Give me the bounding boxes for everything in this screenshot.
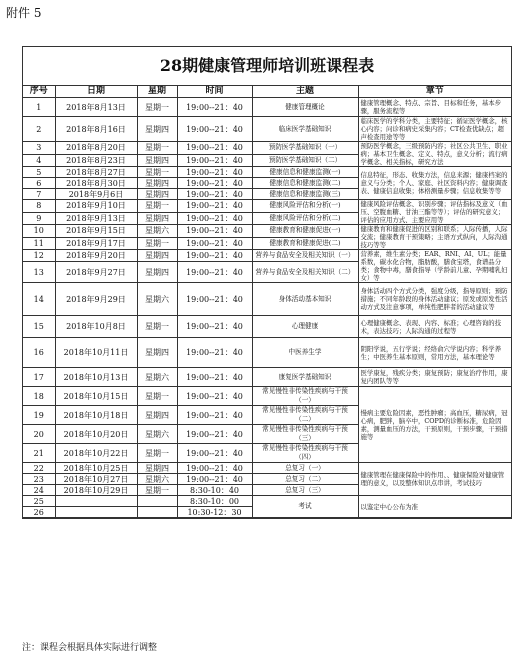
row-day: 星期四 (137, 117, 177, 142)
row-topic: 临床医学基础知识 (252, 117, 358, 142)
row-time: 19:00--21：40 (177, 262, 252, 283)
row-day: 星期四 (137, 406, 177, 425)
row-chapter: 心理健康概念、表现、内容、标准；心理咨询的技术，表达技巧；人际沟通的过程等 (358, 316, 511, 338)
table-row (23, 225, 511, 238)
row-date: 2018年10月20日 (55, 425, 137, 444)
row-seq: 20 (23, 425, 55, 444)
row-time: 19:00--21：40 (177, 425, 252, 444)
row-seq: 13 (23, 262, 55, 283)
row-time: 19:00--21：40 (177, 368, 252, 387)
row-date: 2018年10月13日 (55, 368, 137, 387)
row-seq: 1 (23, 98, 55, 117)
row-time: 19:00--21：40 (177, 98, 252, 117)
row-date: 2018年9月15日 (55, 225, 137, 238)
row-time: 19:00--21：40 (177, 178, 252, 189)
table-row (23, 250, 511, 262)
row-time: 19:00--21：40 (177, 237, 252, 250)
row-time: 8:30-10：40 (177, 485, 252, 496)
row-date: 2018年10月29日 (55, 485, 137, 496)
row-seq: 16 (23, 338, 55, 368)
row-day: 星期一 (137, 444, 177, 463)
row-topic: 考试 (252, 496, 358, 518)
row-time: 19:00--21：40 (177, 474, 252, 485)
row-day: 星期一 (137, 98, 177, 117)
row-seq: 4 (23, 154, 55, 167)
row-topic: 健康教育和健康促进(二) (252, 237, 358, 250)
row-seq: 22 (23, 463, 55, 474)
table-row (23, 98, 511, 117)
row-seq: 18 (23, 387, 55, 406)
row-topic: 总复习（一） (252, 463, 358, 474)
row-seq: 23 (23, 474, 55, 485)
row-day: 星期四 (137, 189, 177, 200)
table-row (23, 496, 511, 507)
row-topic: 预防医学基础知识（一） (252, 142, 358, 155)
row-day: 星期一 (137, 237, 177, 250)
row-day: 星期四 (137, 250, 177, 262)
row-date: 2018年9月17日 (55, 237, 137, 250)
row-topic: 心理健康 (252, 316, 358, 338)
row-chapter: 以鉴定中心公布为准 (358, 496, 511, 518)
row-seq: 2 (23, 117, 55, 142)
table-row (23, 368, 511, 387)
row-date: 2018年9月6日 (55, 189, 137, 200)
row-time: 19:00--21：40 (177, 189, 252, 200)
row-time: 19:00--21：40 (177, 338, 252, 368)
row-day: 星期一 (137, 485, 177, 496)
row-day: 星期六 (137, 283, 177, 316)
table-row (23, 117, 511, 142)
row-seq: 8 (23, 200, 55, 213)
header-chapter: 章节 (358, 86, 511, 98)
page-title: 28期健康管理师培训班课程表 (23, 47, 511, 86)
header-day: 星期 (137, 86, 177, 98)
row-date: 2018年9月10日 (55, 200, 137, 213)
footnote: 注：课程会根据具体实际进行调整 (22, 643, 158, 653)
row-chapter: 临床医学的学科分类，主要特征；循证医学概念，核心内容；问诊和病史采集内容；CT检查优缺点；超声检查用途等等 (358, 117, 511, 142)
row-date: 2018年10月18日 (55, 406, 137, 425)
row-seq: 26 (23, 507, 55, 518)
row-date: 2018年10月8日 (55, 316, 137, 338)
row-topic: 总复习（二） (252, 474, 358, 485)
row-topic: 健康信息和健康监测(一) (252, 167, 358, 178)
row-day: 星期一 (137, 142, 177, 155)
row-seq: 6 (23, 178, 55, 189)
row-time: 19:00--21：40 (177, 200, 252, 213)
row-seq: 12 (23, 250, 55, 262)
row-day: 星期一 (137, 316, 177, 338)
row-date: 2018年10月25日 (55, 463, 137, 474)
row-day: 星期六 (137, 368, 177, 387)
table-row (23, 463, 511, 474)
header-row (23, 86, 511, 98)
row-time: 19:00--21：40 (177, 250, 252, 262)
row-seq: 25 (23, 496, 55, 507)
row-topic: 健康信息和健康监测(三) (252, 189, 358, 200)
row-day: 星期一 (137, 167, 177, 178)
row-day: 星期六 (137, 474, 177, 485)
row-time: 19:00--21：40 (177, 387, 252, 406)
row-time: 8:30-10：00 (177, 496, 252, 507)
table-body (23, 98, 511, 518)
row-topic: 常见慢性非传染性疾病与干预（一） (252, 387, 358, 406)
row-time: 19:00--21：40 (177, 154, 252, 167)
header-time: 时间 (177, 86, 252, 98)
row-seq: 15 (23, 316, 55, 338)
row-seq: 3 (23, 142, 55, 155)
row-seq: 10 (23, 225, 55, 238)
row-topic: 常见慢性非传染性疾病与干预（三） (252, 425, 358, 444)
row-topic: 身体活动基本知识 (252, 283, 358, 316)
row-date (55, 507, 137, 518)
row-chapter: 信息特征，形态、收集方法，信息来源；健康档案的意义与分类；个人、家庭、社区资料内容；健康调查表、健康信息收集；体格测量步骤；信息收集等等 (358, 167, 511, 200)
row-day: 星期一 (137, 200, 177, 213)
row-time: 19:00--21：40 (177, 316, 252, 338)
row-date: 2018年10月15日 (55, 387, 137, 406)
row-topic: 健康信息和健康监测(二) (252, 178, 358, 189)
row-chapter: 身体活动四个方式分类，强度分级，指导原则；预防措施；不同年龄段的身体活动建议；原发或原发性活动方式及注意事项，单纯性肥胖者的活动建议等 (358, 283, 511, 316)
row-date: 2018年9月13日 (55, 212, 137, 225)
row-date: 2018年8月13日 (55, 98, 137, 117)
row-topic: 营养与食品安全及相关知识（一） (252, 250, 358, 262)
row-topic: 营养与食品安全及相关知识（二） (252, 262, 358, 283)
table-row (23, 142, 511, 155)
row-day: 星期四 (137, 338, 177, 368)
row-chapter: 医学康复，残疾分类；康复预防；康复治疗作用，康复内团队等等 (358, 368, 511, 387)
attachment-label: 附件 5 (6, 6, 42, 20)
row-date: 2018年8月16日 (55, 117, 137, 142)
row-time: 19:00--21：40 (177, 142, 252, 155)
row-date: 2018年9月20日 (55, 250, 137, 262)
row-seq: 11 (23, 237, 55, 250)
row-date: 2018年10月22日 (55, 444, 137, 463)
table-row (23, 338, 511, 368)
row-time: 19:00--21：40 (177, 283, 252, 316)
row-chapter: 健康风险评估概念、识别步骤；评估指标及意义（血压、空腹血糖、甘油三酯等等）；评估的研究意义；评估的应用方式、主要应用等 (358, 200, 511, 225)
row-topic: 中医养生学 (252, 338, 358, 368)
header-date: 日期 (55, 86, 137, 98)
row-date (55, 496, 137, 507)
row-chapter: 阴阳学说，五行学说；经络俞穴学说内容；科学养生；中医养生基本原则，常用方法，基本理论等 (358, 338, 511, 368)
row-date: 2018年9月29日 (55, 283, 137, 316)
row-day: 星期六 (137, 225, 177, 238)
row-day: 星期四 (137, 262, 177, 283)
row-date: 2018年8月20日 (55, 142, 137, 155)
header-seq: 序号 (23, 86, 55, 98)
row-date: 2018年8月23日 (55, 154, 137, 167)
schedule-table-frame (22, 46, 512, 519)
table-row (23, 387, 511, 406)
row-chapter: 慢病主要危险因素，恶性肿瘤；高血压，糖尿病，冠心病，肥胖，脑卒中，COPD的诊断标准，危险因素，测量血压的方法，干预原则，干预步骤，干预措施等 (358, 387, 511, 463)
row-chapter: 健康管理在健康保险中的作用、、健康保险对健康管理的意义，以及整体知识点串讲，考试技巧 (358, 463, 511, 496)
row-topic: 总复习（三） (252, 485, 358, 496)
row-chapter: 营养素，维生素分类；EAR、RNI、AI、UL；能量系数，碳水化合物，脂肪酸，膳食宝塔，食谱品分类；食物中毒，膳食指导（学龄前儿童、孕期哺乳妇女）等 (358, 250, 511, 283)
row-date: 2018年10月27日 (55, 474, 137, 485)
row-seq: 9 (23, 212, 55, 225)
row-day: 星期一 (137, 387, 177, 406)
row-seq: 24 (23, 485, 55, 496)
row-date: 2018年9月27日 (55, 262, 137, 283)
row-topic: 健康风险评估和分析(二) (252, 212, 358, 225)
row-time: 19:00--21：40 (177, 117, 252, 142)
row-date: 2018年8月30日 (55, 178, 137, 189)
row-topic: 常见慢性非传染性疾病与干预（二） (252, 406, 358, 425)
row-time: 10:30-12：30 (177, 507, 252, 518)
row-seq: 17 (23, 368, 55, 387)
row-day: 星期四 (137, 212, 177, 225)
row-time: 19:00--21：40 (177, 225, 252, 238)
row-seq: 7 (23, 189, 55, 200)
row-day: 星期六 (137, 425, 177, 444)
row-seq: 19 (23, 406, 55, 425)
table-row (23, 283, 511, 316)
row-topic: 健康管理概论 (252, 98, 358, 117)
table-row (23, 200, 511, 213)
row-time: 19:00--21：40 (177, 212, 252, 225)
row-time: 19:00--21：40 (177, 167, 252, 178)
row-day (137, 496, 177, 507)
row-date: 2018年8月27日 (55, 167, 137, 178)
row-seq: 14 (23, 283, 55, 316)
row-topic: 康复医学基础知识 (252, 368, 358, 387)
table-row (23, 316, 511, 338)
table-row (23, 167, 511, 178)
row-time: 19:00--21：40 (177, 463, 252, 474)
row-day: 星期四 (137, 154, 177, 167)
row-topic: 预防医学基础知识（二） (252, 154, 358, 167)
row-date: 2018年10月11日 (55, 338, 137, 368)
header-topic: 主题 (252, 86, 358, 98)
schedule-table (23, 86, 511, 518)
row-topic: 常见慢性非传染性疾病与干预（四） (252, 444, 358, 463)
row-day: 星期四 (137, 178, 177, 189)
row-day (137, 507, 177, 518)
row-time: 19:00--21：40 (177, 444, 252, 463)
row-chapter: 健康管理概念、特点、宗旨、目标和任务，基本步骤，服务流程等 (358, 98, 511, 117)
row-topic: 健康风险评估和分析(一) (252, 200, 358, 213)
row-chapter: 预防医学概念，三级预防内容；社区公共卫生、职业病；基本卫生概念、定义、特点，意义分析；流行病学概念、相关指标，研究方法 (358, 142, 511, 167)
row-seq: 21 (23, 444, 55, 463)
row-topic: 健康教育和健康促进(一) (252, 225, 358, 238)
row-time: 19:00--21：40 (177, 406, 252, 425)
row-seq: 5 (23, 167, 55, 178)
row-day: 星期四 (137, 463, 177, 474)
row-chapter: 健康教育和健康促进的区别和联系；人际传播，人际交流；健康教育干预策略；主语方式纵向，人际沟通技巧等等 (358, 225, 511, 250)
